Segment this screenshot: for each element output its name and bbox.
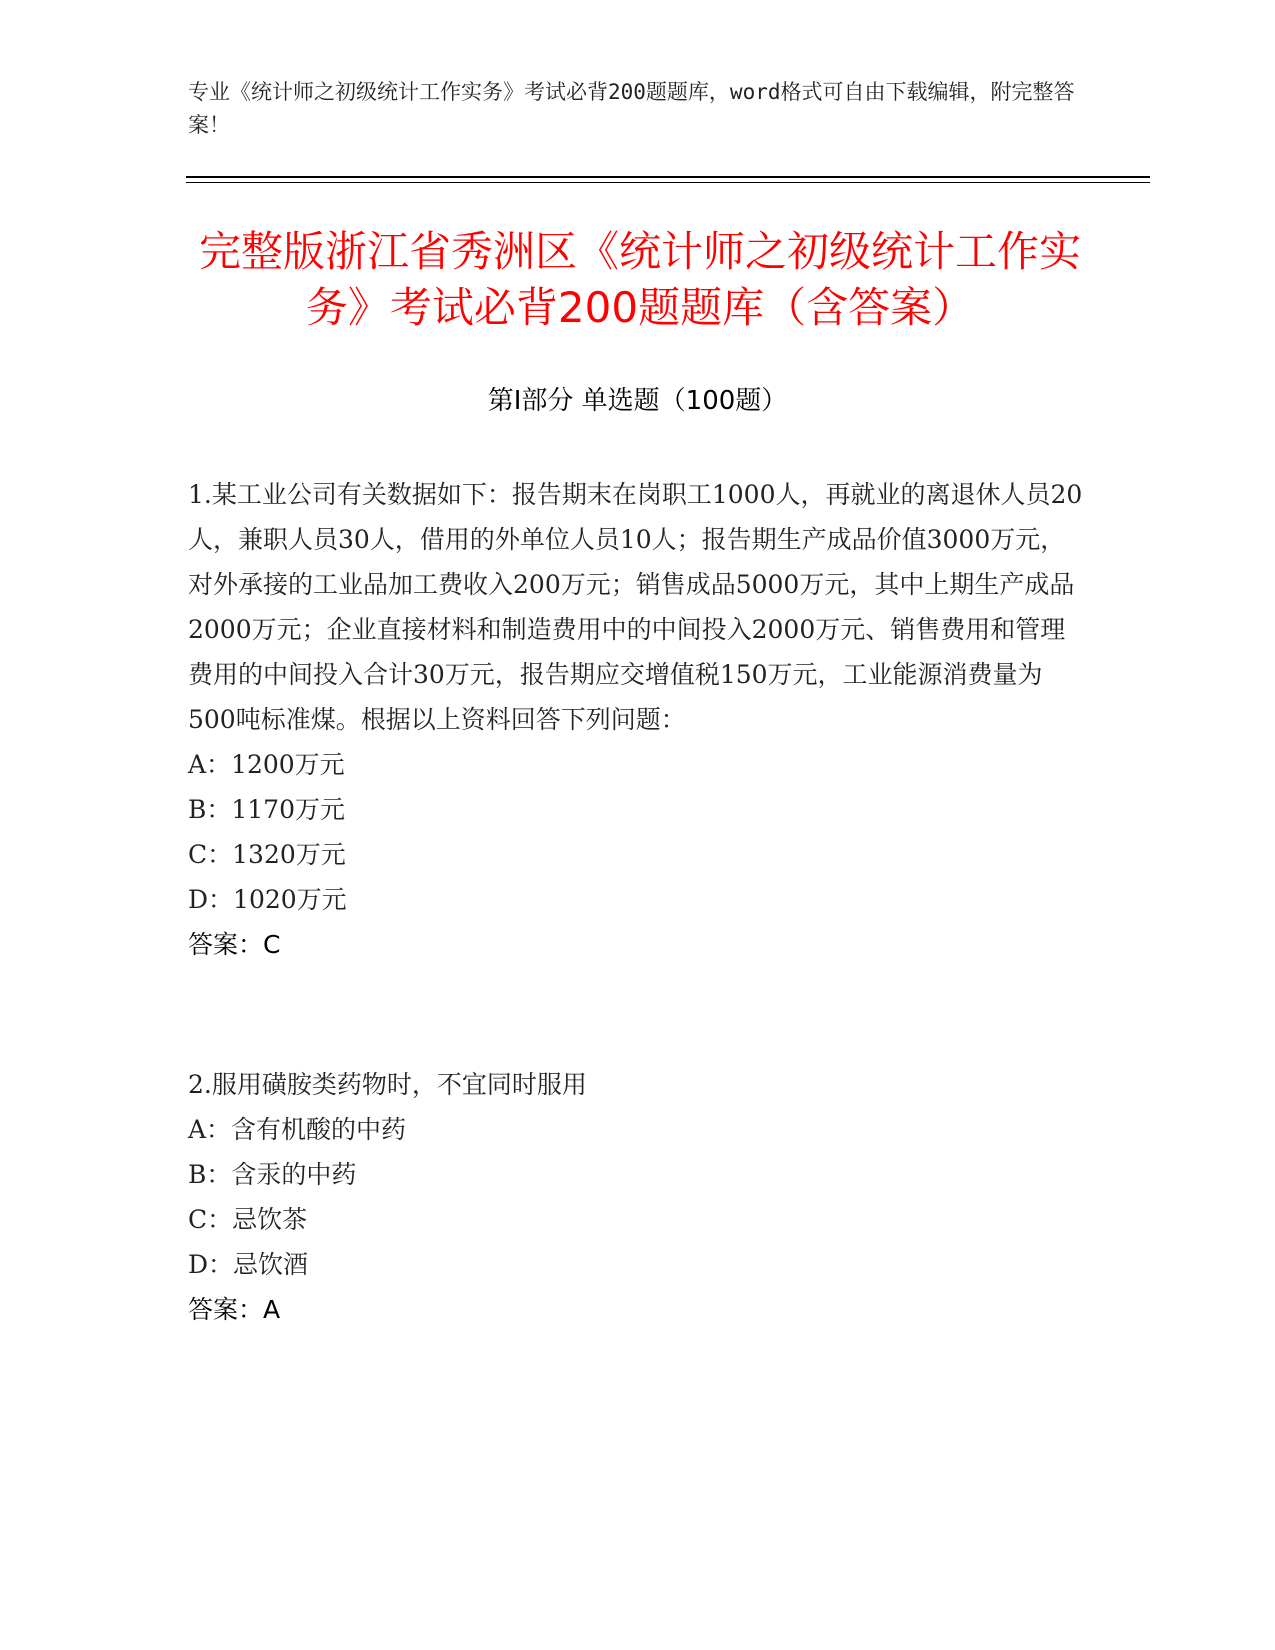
option-b: B：含汞的中药 [188,1160,357,1189]
option-a: A：含有机酸的中药 [188,1115,407,1144]
option-c: C：1320万元 [188,840,346,869]
question-1 [188,472,1088,967]
section-heading: 第I部分 单选题（100题） [487,386,788,416]
question-stem: 1.某工业公司有关数据如下：报告期末在岗职工1000人，再就业的离退休人员20人，兼职人员30人，借用的外单位人员10人；报告期生产成品价值3000万元，对外承接的工业品加工费收入200万元；销售成品5000万元，其中上期生产成品2000万元；企业直接材料和制造费用中的中间投入2000万元、销售费用和管理费用的中间投入合计30万元，报告期应交增值税150万元，工业能源消费量为500吨标准煤。根据以上资料回答下列问题： [188,480,1083,734]
answer-line: 答案：A [188,1295,281,1324]
option-c: C：忌饮茶 [188,1205,308,1234]
option-b: B：1170万元 [188,795,345,824]
option-a: A：1200万元 [188,750,345,779]
answer-line: 答案：C [188,930,281,959]
option-d: D：忌饮酒 [188,1250,309,1279]
question-2 [188,1062,1088,1332]
header-divider-thick [186,176,1150,178]
question-stem: 2.服用磺胺类药物时，不宜同时服用 [188,1070,587,1099]
header-divider-thin [186,182,1150,183]
document-title: 完整版浙江省秀洲区《统计师之初级统计工作实务》考试必背200题题库（含答案） [198,227,1081,332]
header-note: 专业《统计师之初级统计工作实务》考试必背200题题库，word格式可自由下载编辑，附完整答案！ [188,80,1075,137]
option-d: D：1020万元 [188,885,347,914]
